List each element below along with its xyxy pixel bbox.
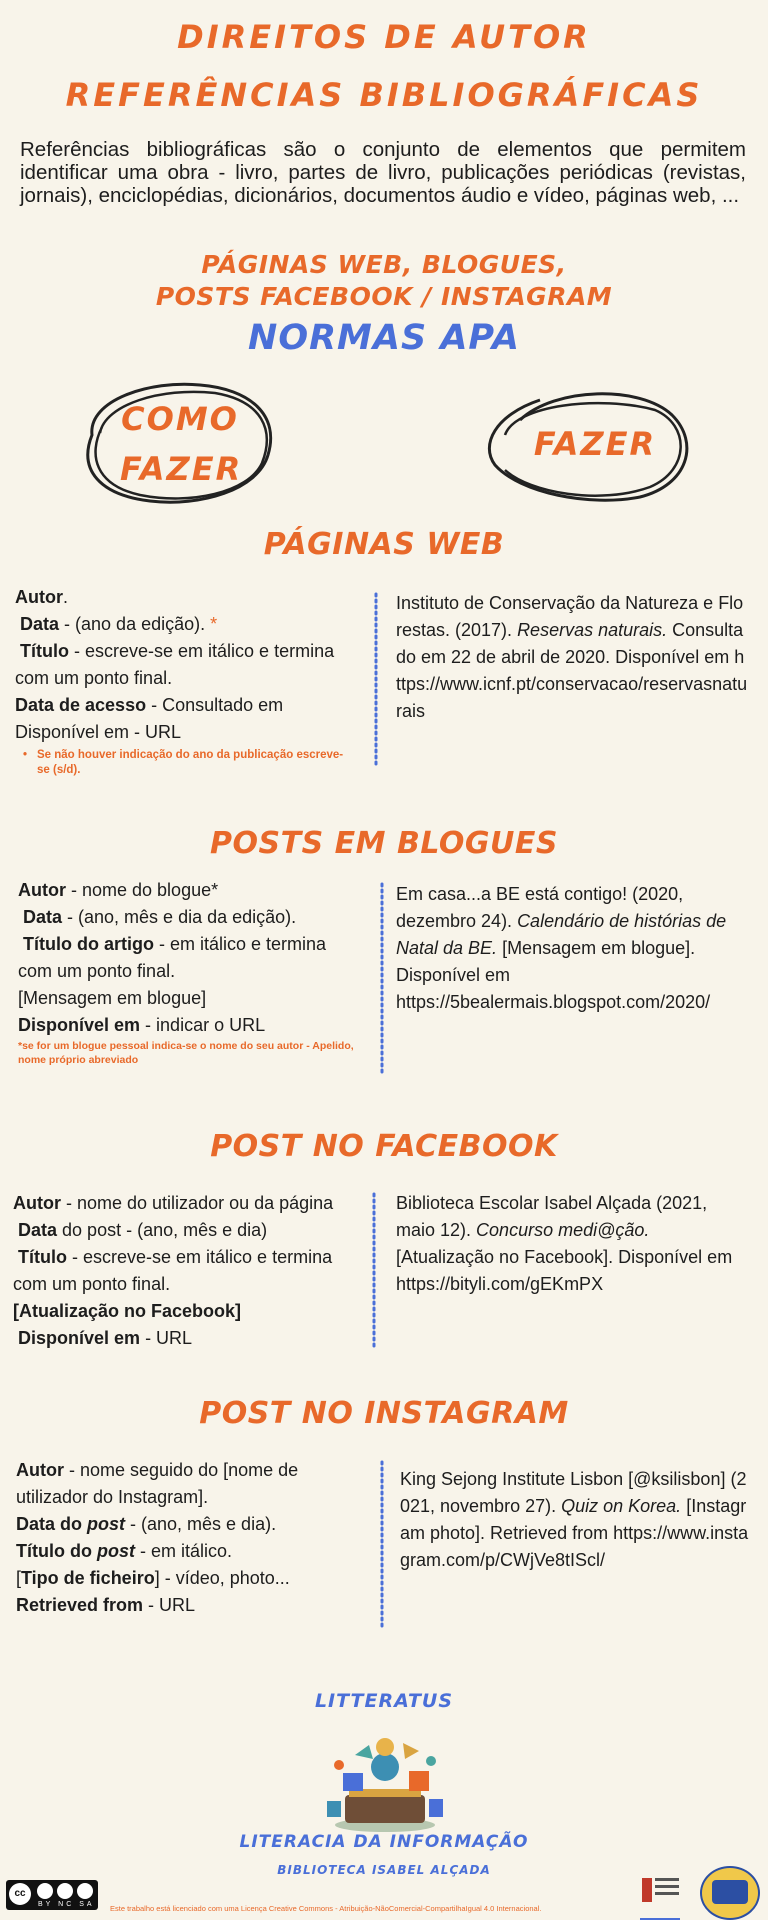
disponivel-url: Disponível em - URL — [15, 722, 182, 742]
example-text-2: [Atualização no Facebook]. Disponível em https://bityli.com/gEKmPX — [396, 1247, 733, 1294]
paginas-web-left: Autor. Data - (ano da edição). * Título - escreve-se em itálico e termina com um ponto final. Data de acesso - Consultado em Disponível em - URL • Se não houver indicação do ano da publicação escreve-se (s/d). — [15, 584, 355, 778]
data-after: - (ano da edição). — [59, 614, 211, 634]
section-facebook: POST NO FACEBOOK — [210, 1129, 558, 1164]
data-after: - (ano, mês e dia). — [125, 1514, 277, 1534]
paginas-web-right — [396, 590, 748, 725]
divider-dotted — [380, 882, 384, 1077]
label-disponivel: Disponível em — [18, 1328, 141, 1348]
blogues-right — [396, 881, 751, 1016]
titulo-after: - escreve-se em itálico e termina com um ponto final. — [15, 641, 335, 688]
normas-apa: NORMAS APA — [248, 318, 520, 358]
label-data: Data — [20, 614, 60, 634]
subtitle-line2: POSTS FACEBOOK / INSTAGRAM — [155, 282, 613, 311]
divider-dotted — [372, 1192, 376, 1352]
label-data: Data do — [16, 1514, 88, 1534]
divider-dotted — [374, 592, 378, 767]
label-data: Data — [23, 907, 63, 927]
section-instagram: POST NO INSTAGRAM — [199, 1396, 569, 1431]
example-text-2: [Instagram photo]. Retrieved from https://www.instagram.com/p/CWjVe8tIScl/ — [400, 1496, 749, 1570]
blogues-left — [18, 877, 358, 1067]
label-autor: Autor — [15, 587, 63, 607]
data-after: do post - (ano, mês e dia) — [57, 1220, 268, 1240]
titulo-after: - em itálico e termina com um ponto final. — [18, 934, 327, 981]
litteratus-logo-illustration — [325, 1725, 445, 1835]
label-titulo-artigo: Título do artigo — [23, 934, 154, 954]
biblioteca-title: BIBLIOTECA ISABEL ALÇADA — [277, 1863, 491, 1877]
data-star: * — [210, 614, 218, 634]
label-titulo-post: post — [96, 1541, 135, 1561]
example-text-2: Consultado em 22 de abril de 2020. Disponível em https://www.icnf.pt/conservacao/reservasnaturais — [396, 620, 748, 721]
subtitle-line1: PÁGINAS WEB, BLOGUES, — [201, 250, 567, 279]
autor-after: - nome do utilizador ou da página — [61, 1193, 334, 1213]
by-icon — [37, 1883, 53, 1899]
facebook-right — [396, 1190, 746, 1298]
label-autor: Autor — [18, 880, 66, 900]
atualizacao-facebook: [Atualização no Facebook] — [13, 1301, 242, 1321]
license-text: Este trabalho está licenciado com uma Licença Creative Commons - Atribuição-NãoComercial-CompartilhaIgual 4.0 Internacional. — [110, 1904, 542, 1913]
retrieved-after: - URL — [143, 1595, 196, 1615]
example-italic: Calendário de histórias de Natal da BE. — [396, 911, 727, 958]
example-text: Instituto de Conservação da Natureza e Florestas. (2017). — [396, 593, 744, 640]
tipo-after: ] - vídeo, photo... — [154, 1568, 290, 1588]
note-blogue-pessoal: *se for um blogue pessoal indica-se o nome do seu autor - Apelido, nome próprio abreviado — [18, 1040, 354, 1066]
title-referencias: REFERÊNCIAS BIBLIOGRÁFICAS — [65, 76, 703, 114]
label-data: Data — [18, 1220, 58, 1240]
disponivel-after: - indicar o URL — [140, 1015, 266, 1035]
como-text: COMO — [121, 400, 239, 438]
acesso-after: - Consultado em — [146, 695, 284, 715]
literacia-title: LITERACIA DA INFORMAÇÃO — [239, 1832, 529, 1852]
label-titulo: Título do — [16, 1541, 97, 1561]
example-italic: Reservas naturais. — [517, 620, 668, 640]
note-sd: Se não houver indicação do ano da publicação escreve-se (s/d). — [37, 749, 344, 776]
autor-after: . — [63, 587, 69, 607]
label-retrieved: Retrieved from — [16, 1595, 144, 1615]
aesen-logo — [640, 1910, 680, 1920]
autor-after: - nome seguido do [nome de utilizador do Instagram]. — [16, 1460, 299, 1507]
school-library-badge — [700, 1866, 760, 1920]
section-blogues: POSTS EM BLOGUES — [210, 826, 558, 861]
intro-paragraph: Referências bibliográficas são o conjunto de elementos que permitem identificar uma obra - livro, partes de livro, publicações periódicas (revistas, jornais), enciclopédias, dicionários, documentos áudio e vídeo, páginas web, ... — [20, 138, 746, 207]
fazer-right-text: FAZER — [533, 425, 657, 463]
label-disponivel: Disponível em — [18, 1015, 141, 1035]
label-tipo-ficheiro: Tipo de ficheiro — [21, 1568, 155, 1588]
label-titulo: Título — [18, 1247, 67, 1267]
litteratus-title: LITTERATUS — [314, 1690, 454, 1712]
example-italic: Concurso medi@ção. — [476, 1220, 650, 1240]
bracket-open: [ — [16, 1568, 22, 1588]
cc-license-badge — [6, 1880, 98, 1910]
label-autor: Autor — [16, 1460, 64, 1480]
fazer-left-text: FAZER — [120, 450, 243, 488]
data-after: - (ano, mês e dia da edição). — [62, 907, 297, 927]
cc-icon: cc — [9, 1883, 31, 1905]
autor-after: - nome do blogue* — [66, 880, 219, 900]
example-italic: Quiz on Korea. — [561, 1496, 682, 1516]
disponivel-after: - URL — [140, 1328, 193, 1348]
example-text: Em casa...a BE está contigo! (2020, dezembro 24). — [396, 884, 684, 931]
nc-icon — [57, 1883, 73, 1899]
titulo-after: - escreve-se em itálico e termina com um ponto final. — [13, 1247, 333, 1294]
divider-dotted — [380, 1460, 384, 1630]
instagram-left — [16, 1457, 356, 1619]
label-autor: Autor — [13, 1193, 61, 1213]
cc-badge-label: BY NC SA — [38, 1901, 95, 1908]
example-text-2: [Mensagem em blogue]. Disponível em https://5bealermais.blogspot.com/2020/ — [396, 938, 711, 1012]
mensagem-blogue: [Mensagem em blogue] — [18, 988, 207, 1008]
label-data-post: post — [87, 1514, 126, 1534]
titulo-after: - em itálico. — [134, 1541, 233, 1561]
example-text: King Sejong Institute Lisbon [@ksilisbon] (2021, novembro 27). — [400, 1469, 747, 1516]
section-paginas-web: PÁGINAS WEB — [263, 527, 505, 562]
example-text: Biblioteca Escolar Isabel Alçada (2021, maio 12). — [396, 1193, 708, 1240]
sa-icon — [77, 1883, 93, 1899]
title-direitos: DIREITOS DE AUTOR — [177, 18, 591, 56]
facebook-left — [13, 1190, 363, 1352]
label-data-acesso: Data de acesso — [15, 695, 147, 715]
rbe-logo — [642, 1876, 680, 1906]
label-titulo: Título — [20, 641, 69, 661]
instagram-right — [400, 1466, 750, 1574]
